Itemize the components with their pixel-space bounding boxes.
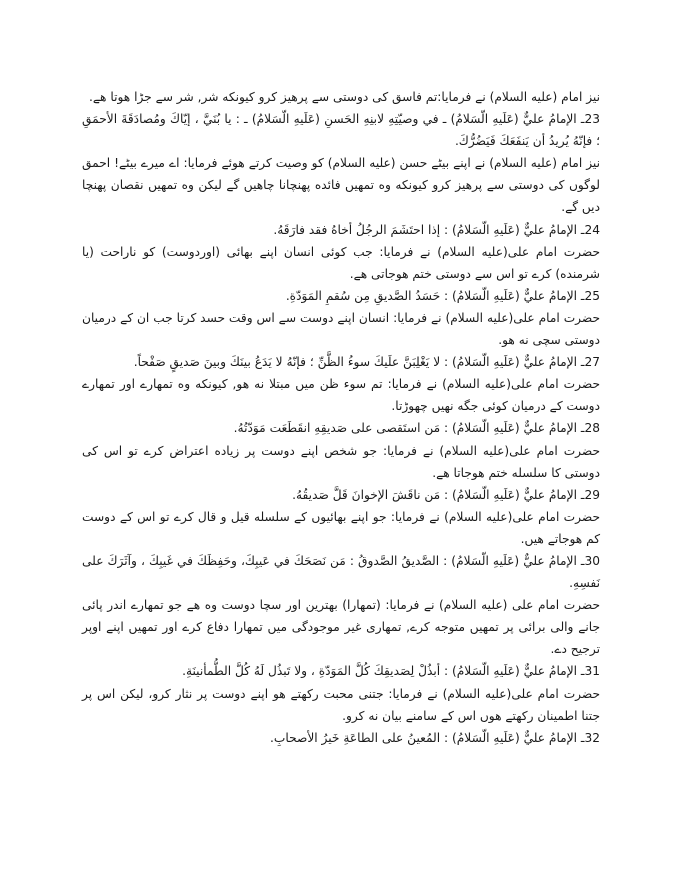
urdu-translation-paragraph: حضرت امام علی(علیه السلام) نے فرمایا: جو اپنے بهائیوں کے سلسله قیل و قال کرے تو اس کے دوست کم هوجاتے هیں. <box>82 509 600 546</box>
urdu-translation-paragraph: حضرت امام علی(علیه السلام) نے فرمایا: جب کوئی انسان اپنے بهائی (اوردوست) کو ناراحت (یا شرمنده) کرے تو اس سے دوستی ختم هوجاتی هے. <box>82 244 600 281</box>
arabic-hadith-31: 31ـ الإمامُ عليٌّ (عَلَيهِ الّسَلامُ) : أبذُلْ لِصَديقِكَ كُلَّ المَوَدّةِ ، ولا تَبذُل لَهُ كُلَّ الطُّمأنينَةِ. <box>182 664 600 679</box>
arabic-hadith-32: 32ـ الإمامُ عليٌّ (عَلَيهِ الّسَلامُ) : المُعينُ على الطاعَةِ خَيرُ الأصحابِ. <box>270 730 600 745</box>
urdu-translation-paragraph: حضرت امام علی (علیه السلام) نے فرمایا: (تمهارا) بهترین اور سچا دوست وه هے جو تمهارے اندر پائی جانے والی برائی پر تمهیں متوجه کرے, تمهاری غیر موجودگی میں تمهارا دفاع کرے اور تمهیں اپنے اوپر ترجیح دے. <box>82 598 600 657</box>
arabic-hadith-25: 25ـ الإمامُ عليٌّ (عَلَيهِ الّسَلامُ) : حَسَدُ الصَّديقِ مِن سُقمِ المَوَدّةِ. <box>285 288 600 303</box>
arabic-hadith-27: 27ـ الإمامُ عليٌّ (عَلَيهِ الّسَلامُ) : لا يَغْلِبَنَّ علَيكَ سوءُ الظَّنِّ ؛ فإنّهُ لا يَدَعُ بينَكَ وبينَ صَديقٍ صَفْحاً. <box>133 355 600 370</box>
urdu-translation-paragraph: حضرت امام علی(علیه السلام) نے فرمایا: انسان اپنے دوست سے اس وقت حسد کرتا جب ان کے درمیان دوستی سچی نه هو. <box>82 310 600 348</box>
urdu-translation-paragraph: حضرت امام علی(علیه السلام) نے فرمایا: تم سوء ظن میں مبتلا نه هو, کیونکه وه تمهارے اور تمهارے دوست کے درمیان کوئی جگه نهیں چهوڑتا. <box>82 377 600 414</box>
urdu-translation-paragraph: حضرت امام علی(علیه السلام) نے فرمایا: جو شخص اپنے دوست پر زیاده اعتراض کرے تو اس کی دوستی کا سلسله ختم هوجاتا هے. <box>82 443 600 480</box>
arabic-hadith-28: 28ـ الإمامُ عليٌّ (عَلَيهِ الّسَلامُ) : مَن استَقصى على صَديقِهِ انقَطَعَت مَوَدّتُهُ. <box>233 421 600 436</box>
document-page <box>82 86 600 749</box>
urdu-translation-paragraph: حضرت امام علی(علیه السلام) نے فرمایا: جتنی محبت رکهتے هو اپنے دوست پر نثار کرو، لیکن اس پر جتنا اطمینان رکهتے هوں اس کے سامنے بیان نه کرو. <box>82 686 600 723</box>
arabic-hadith-23: 23ـ الإمامُ عليٌّ (عَلَيهِ الّسَلامُ) ـ في وصيّتِهِ لابنِهِ الحَسنِ (عَلَيهِ الّسَلامُ) ـ : يا بُنَيَّ ، إيّاكَ ومُصادَقَةَ الأحمَقِ ؛ فإنّهُ يُريدُ أن يَنفَعَكَ فَيَضُرُّكَ. <box>82 112 600 149</box>
urdu-translation-paragraph: نیز امام (علیه السلام) نے فرمایا:تم فاسق کی دوستی سے پرهیز کرو کیونکه شر, شر سے جڑا هوتا هے. <box>89 90 600 104</box>
arabic-hadith-30: 30ـ الإمامُ عليٌّ (عَلَيهِ الّسَلامُ) : الصَّديقُ الصَّدوقُ : مَن نَصَحَكَ في عَيبِكَ، وحَفِظَكَ في غَيبِكَ ، وآثَرَكَ على نَفسِهِ. <box>82 553 600 591</box>
arabic-hadith-29: 29ـ الإمامُ عليٌّ (عَلَيهِ الّسَلامُ) : مَن ناقَشَ الإخوانَ قَلَّ صَديقُهُ. <box>292 487 600 502</box>
arabic-hadith-24: 24ـ الإمامُ عليٌّ (عَلَيهِ الّسَلامُ) : إذا احتَشَمَ الرجُلُ أخاهُ فقد فارَقَهُ. <box>273 222 600 237</box>
urdu-translation-paragraph: نیز امام (علیه السلام) نے اپنے بیٹے حسن (علیه السلام) کو وصیت کرتے هوئے فرمایا: اے میرے بیٹے! احمق لوگوں کی دوستی سے پرهیز کرو کیونکه وه تمهیں فائده پهنچانا چاهیں گے لیکن وه تمهیں نقصان پهنچا دیں گے. <box>82 156 600 215</box>
